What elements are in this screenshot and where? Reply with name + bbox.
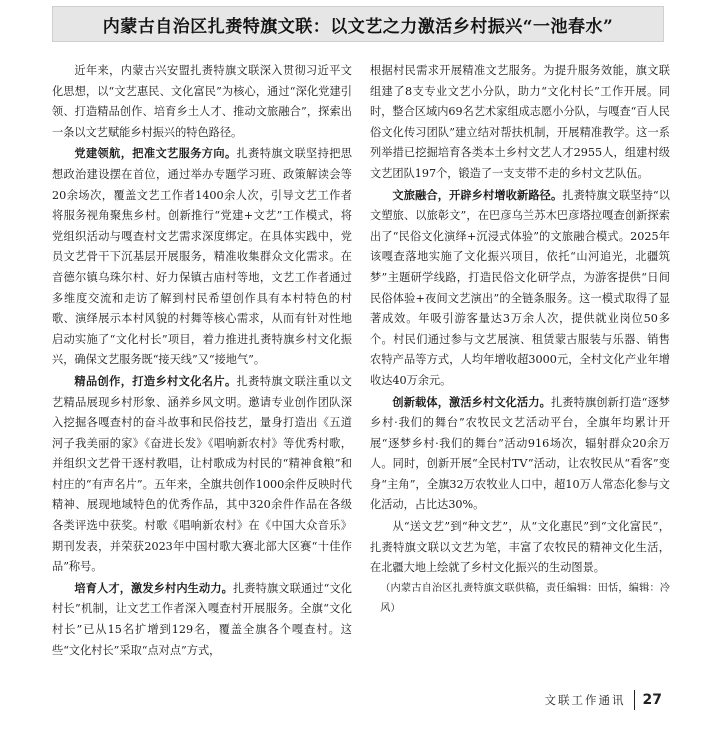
paragraph-lead: 党建领航，把准文艺服务方向。 (74, 146, 237, 161)
paragraph-creation (52, 371, 352, 578)
paragraph-lead: 文旅融合，开辟乡村增收新路径。 (392, 187, 563, 202)
paragraph-text: 从“送文艺”到“种文艺”，从“文化惠民”到“文化富民”，扎赉特旗文联以文艺为笔，丰富了农牧民的精神文化生活，在北疆大地上绘就了乡村文化振兴的生动图景。 (370, 520, 670, 575)
paragraph-intro (52, 60, 352, 143)
article-title: 内蒙古自治区扎赉特旗文联：以文艺之力激活乡村振兴“一池春水” (102, 16, 614, 37)
paragraph-text: 扎赉特旗文联注重以文艺精品展现乡村形象、涵养乡风文明。邀请专业创作团队深入挖掘各嘎查村的奋斗故事和民俗技艺，量身打造出《五道河子我美丽的家》《奋进长发》《唱响新农村》等优秀村歌，并组织文艺骨干逐村教唱，让村歌成为村民的“精神食粮”和村庄的“有声名片”。五年来，全旗共创作1000余件反映时代精神、展现地域特色的优秀作品，其中320余件作品在各级各类评选中获奖。村歌《唱响新农村》在《中国大众音乐》期刊发表，并荣获2023年中国村歌大赛北部大区赛“十佳作品”称号。 (52, 374, 352, 574)
right-column (370, 60, 670, 619)
paragraph-lead: 创新载体，激活乡村文化活力。 (392, 394, 551, 409)
paragraph-innovation (370, 392, 670, 517)
article-title-banner (52, 6, 664, 42)
paragraph-lead: 精品创作，打造乡村文化名片。 (74, 373, 237, 388)
publication-name: 文联工作通讯 (544, 693, 626, 707)
paragraph-text: 扎赉特旗文联坚持把思想政治建设摆在首位，通过举办专题学习班、政策解读会等20余场次，覆盖文艺工作者1400余人次，引导文艺工作者将服务视角聚焦乡村。创新推行“党建+文艺”工作模式，将党组织活动与嘎查村文艺需求深度绑定。在具体实践中，党员文艺骨干下沉基层开展服务，精准收集群众文化需求。在音德尔镇乌珠尔村、好力保镇古庙村等地，文艺工作者通过多维度交流和走访了解到村民希望创作具有本村特色的村歌、演绎展示本村风貌的村舞等核心需求，从而有针对性地启动实施了“文化村长”项目，着力推进扎赉特旗乡村文化振兴，确保文艺服务既“接天线”又“接地气”。 (52, 147, 352, 367)
article-credit: （内蒙古自治区扎赉特旗文联供稿，责任编辑：田恬，编辑：冷风） (380, 582, 670, 614)
paragraph-tourism (370, 185, 670, 392)
paragraph-talent (52, 578, 352, 661)
paragraph-party-building (52, 143, 352, 371)
paragraph-text: 扎赉特旗文联通过“文化村长”机制，让文艺工作者深入嘎查村开展服务。全旗“文化村长”已从15名扩增到129名，覆盖全旗各个嘎查村。这些“文化村长”采取“点对点”方式， (52, 581, 352, 657)
footer-divider (634, 690, 635, 710)
paragraph-text: 根据村民需求开展精准文艺服务。为提升服务效能，旗文联组建了8支专业文艺小分队，助力“文化村长”工作开展。同时，整合区域内69名艺术家组成志愿小分队，与嘎查“百人民俗文化传习团队”建立结对帮扶机制，开展精准教学。这一系列举措已挖掘培育各类本土乡村文艺人才2955人，组建村级文艺团队197个，锻造了一支支带不走的乡村文艺队伍。 (370, 64, 670, 180)
paragraph-continued (370, 60, 670, 185)
paragraph-conclusion (370, 516, 670, 579)
paragraph-text: 近年来，内蒙古兴安盟扎赉特旗文联深入贯彻习近平文化思想，以“文艺惠民、文化富民”为核心，通过“深化党建引领、打造精品创作、培育乡土人才、推动文旅融合”，探索出一条以文艺赋能乡村振兴的特色路径。 (52, 64, 352, 139)
paragraph-text: 扎赉特旗文联坚持“以文塑旅、以旅彰文”，在巴彦乌兰苏木巴彦塔拉嘎查创新探索出了“民俗文化演绎+沉浸式体验”的文旅融合模式。2025年该嘎查落地实施了文化振兴项目，依托“山河追光，北疆筑梦”主题研学线路，打造民俗文化研学点，为游客提供“日间民俗体验+夜间文艺演出”的全链条服务。这一模式取得了显著成效。年吸引游客量达3万余人次，提供就业岗位50多个。村民们通过参与文艺展演、租赁蒙古服装与乐器、销售农特产品等方式，人均年增收超3000元，全村文化产业年增收达40万余元。 (370, 188, 670, 387)
left-column (52, 60, 352, 661)
paragraph-lead: 培育人才，激发乡村内生动力。 (74, 580, 233, 595)
page-footer (545, 688, 662, 712)
paragraph-text: 扎赉特旗创新打造“逐梦乡村·我们的舞台”农牧民文艺活动平台，全旗年均累计开展“逐梦乡村·我们的舞台”活动916场次，辐射群众20余万人。同时，创新开展“全民村TV”活动，让农牧民从“看客”变身“主角”，全旗32万农牧业人口中，超10万人常态化参与文化活动，占比达30%。 (370, 395, 670, 512)
page-number: 27 (642, 692, 662, 708)
